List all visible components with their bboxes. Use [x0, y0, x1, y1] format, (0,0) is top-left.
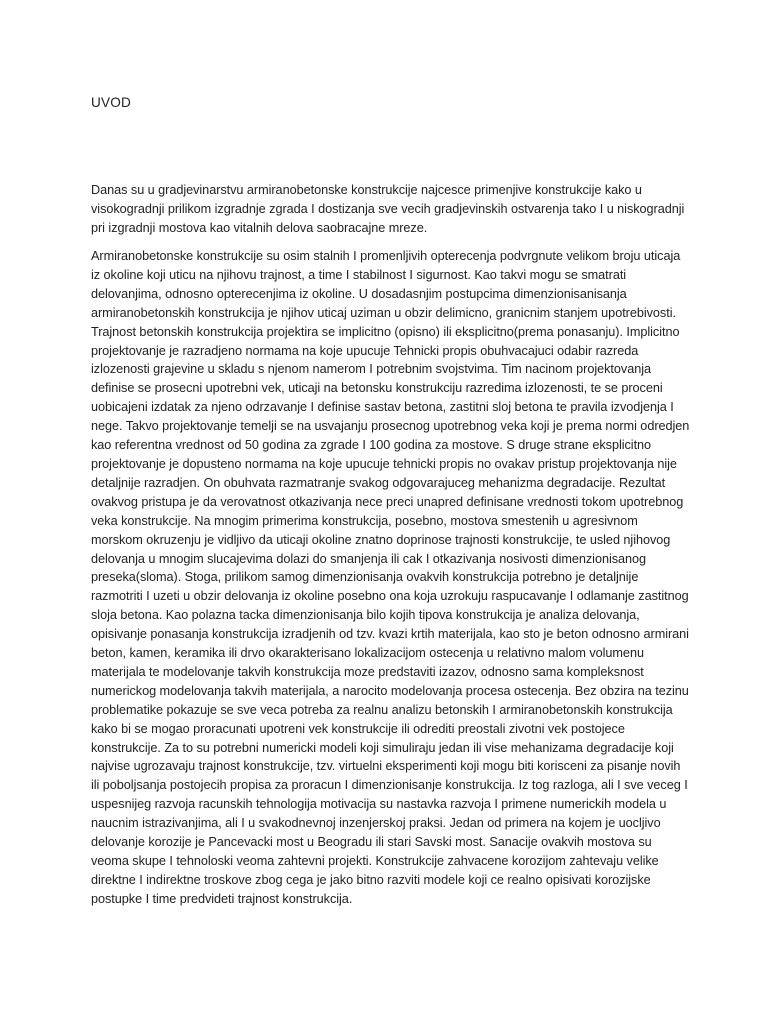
section-heading: UVOD	[91, 95, 132, 110]
intro-paragraph: Danas su u gradjevinarstvu armiranobetonske konstrukcije najcesce primenjive konstrukcije kako u visokogradnji prilikom izgradnje zgrada I dostizanja sve vecih gradjevinskih ostvarenja tako I u niskogradnji pri izgradnji mostova kao vitalnih delova saobracajne mreze.	[91, 183, 685, 235]
body-paragraph: Armiranobetonske konstrukcije su osim stalnih I promenljivih opterecenja podvrgnute velikom broju uticaja iz okoline koji uticu na njihovu trajnost, a time I stabilnost I sigurnost. Kao takvi mogu se smatrati delovanjima, odnosno opterecenjima iz okoline. U dosadasnjim postupcima dimenzionisanisanja armiranobetonskih konstrukcija je njihov uticaj uziman u obzir delimicno, granicnim stanjem upotrebivosti. Trajnost betonskih konstrukcija projektira se implicitno (opisno) ili eksplicitno(prema ponasanju). Implicitno projektovanje je razradjeno normama na koje upucuje Tehnicki propis obuhvacajuci odabir razreda izlozenosti grajevine u skladu s njenom namerom I potrebnim svojstvima. Tim nacinom projektovanja definise se prosecni upotrebni vek, uticaji na betonsku konstrukciju razredima izlozenosti, te se proceni uobicajeni izdatak za njeno odrzavanje I definise sastav betona, zastitni sloj betona te pravila izvodjenja I nege. Takvo projektovanje temelji se na usvajanju prosecnog upotrebnog veka koji je prema normi odredjen kao referentna vrednost od 50 godina za zgrade I 100 godina za mostove. S druge strane eksplicitno projektovanje je dopusteno normama na koje upucuje tehnicki propis no ovakav pristup projektovanja nije detaljnije razradjen. On obuhvata razmatranje svakog odgovarajuceg mehanizma degradacije. Rezultat ovakvog pristupa je da verovatnost otkazivanja nece preci unapred definisane vrednosti tokom upotrebnog veka konstrukcije. Na mnogim primerima konstrukcija, posebno, mostova smestenih u agresivnom morskom okruzenju je vidljivo da uticaji okoline znatno doprinose trajnosti konstrukcije, te usled njihovog delovanja u mnogim slucajevima dolazi do smanjenja ili cak I otkazivanja nosivosti dimenzionisanog preseka(sloma). Stoga, prilikom samog dimenzionisanja ovakvih konstrukcija potrebno je detaljnije razmotriti I uzeti u obzir delovanja iz okoline posebno ona koja uzrokuju raspucavanje I odlamanje zastitnog sloja betona. Kao polazna tacka dimenzionisanja bilo kojih tipova konstrukcija je analiza delovanja, opisivanje ponasanja konstrukcija izradjenih od tzv. kvazi krtih materijala, kao sto je beton odnosno armirani beton, kamen, keramika ili drvo okarakterisano lokalizacijom ostecenja u relativno malom volumenu materijala te modelovanje takvih konstrukcija moze predstaviti izazov, odnosno sama kompleksnost numerickog modelovanja takvih materijala, a narocito modelovanja procesa ostecenja. Bez obzira na tezinu problematike pokazuje se sve veca potreba za realnu analizu betonskih I armiranobetonskih konstrukcija kako bi se mogao proracunati upotreni vek konstrukcije ili odrediti preostali zivotni vek postojece konstrukcije. Za to su potrebni numericki modeli koji simuliraju jedan ili vise mehanizama degradacije koji najvise ugrozavaju trajnost konstrukcije, tzv. virtuelni eksperimenti koji mogu biti korisceni za pisanje novih ili poboljsanja postojecih propisa za proracun I dimenzionisanje konstrukcija. Iz tog razloga, ali I sve veceg I uspesnijeg razvoja racunskih tehnologija motivacija su nastavka razvoja I primene numerickih modela u naucnim istrazivanjima, ali I u svakodnevnoj inzenjerskoj praksi. Jedan od primera na kojem je uocljivo delovanje korozije je Pancevacki most u Beogradu ili stari Savski most. Sanacije ovakvih mostova su veoma skupe I tehnoloski veoma zahtevni projekti. Konstrukcije zahvacene korozijom zahtevaju velike direktne I indirektne troskove zbog cega je jako bitno razviti modele koji ce realno opisivati korozijske postupke I time predvideti trajnost konstrukcija.	[91, 249, 690, 906]
